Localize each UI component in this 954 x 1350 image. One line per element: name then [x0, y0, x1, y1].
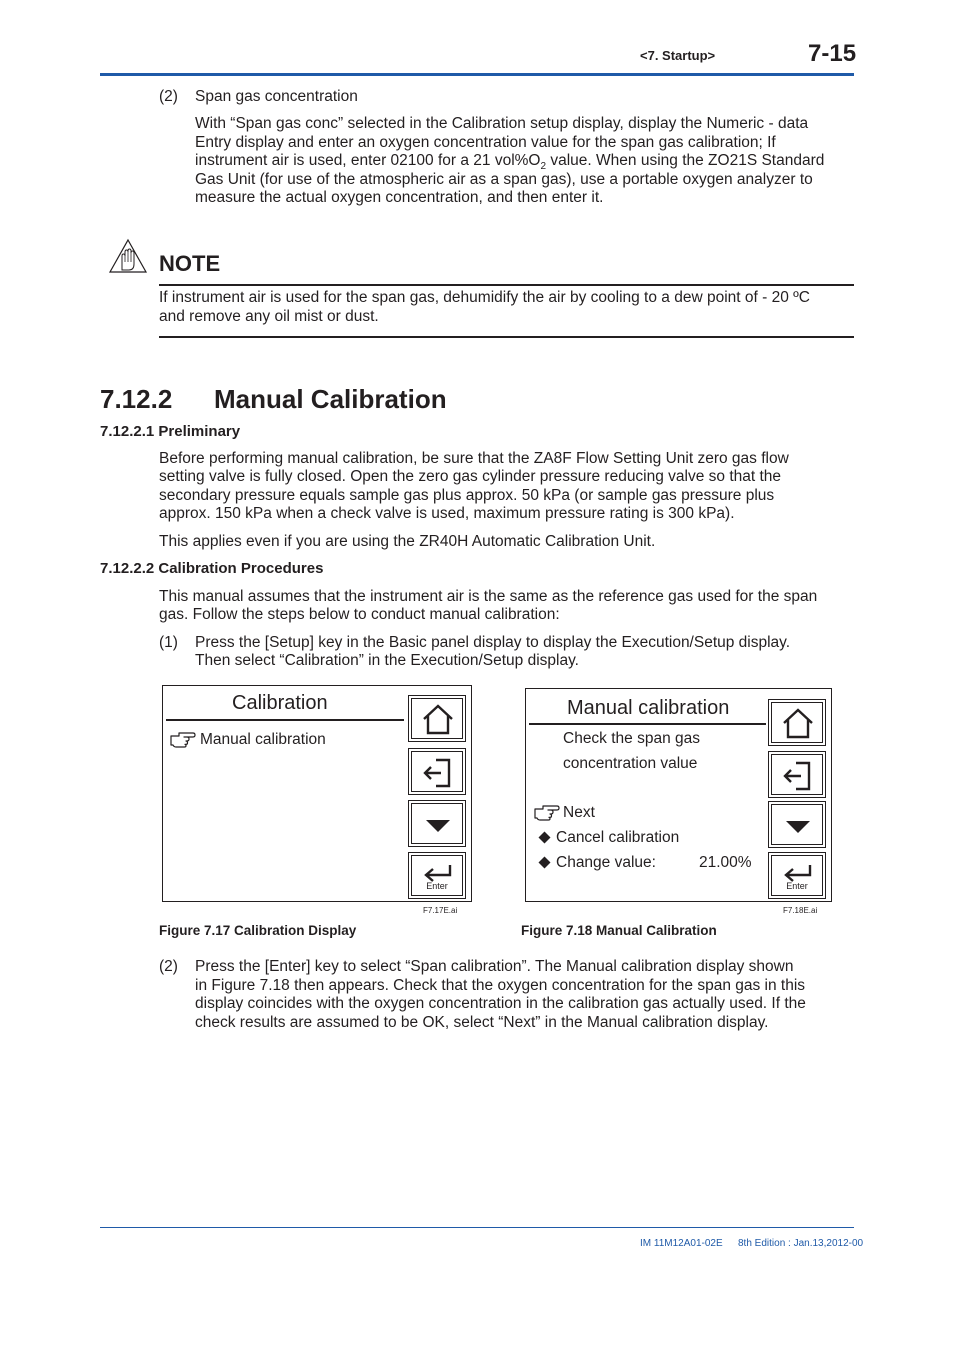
figure18-caption: Figure 7.18 Manual Calibration	[521, 923, 717, 938]
step1-line2: Then select “Calibration” in the Execution/Setup display.	[195, 652, 579, 669]
procedures-heading: 7.12.2.2 Calibration Procedures	[100, 560, 324, 577]
procedures-intro1: This manual assumes that the instrument air is the same as the reference gas used for the span	[159, 588, 818, 605]
check-message-line2: concentration value	[563, 755, 698, 772]
down-triangle-icon	[409, 801, 467, 848]
step2-line3: display coincides with the oxygen concentration in the calibration gas actually used. If the	[195, 995, 806, 1012]
span-gas-value: 21.00%	[699, 854, 752, 871]
preliminary-line3: secondary pressure equals sample gas plus approx. 50 kPa (or sample gas pressure plus	[159, 487, 775, 504]
span-gas-number: (2)	[159, 88, 178, 105]
figure18-file-label: F7.18E.ai	[783, 906, 818, 915]
down-triangle-icon	[769, 802, 827, 849]
note-bottom-rule	[159, 336, 854, 338]
step1-number: (1)	[159, 634, 178, 651]
note-title: NOTE	[159, 251, 221, 276]
page-number: 7-15	[808, 40, 857, 67]
footer-rule	[100, 1227, 854, 1228]
step1-line1: Press the [Setup] key in the Basic panel display to display the Execution/Setup display.	[195, 634, 791, 651]
preliminary-line5: This applies even if you are using the ZR40H Automatic Calibration Unit.	[159, 533, 656, 550]
home-key[interactable]	[408, 695, 466, 742]
section-number: 7.12.2	[100, 384, 173, 414]
span-gas-line4: Gas Unit (for use of the atmospheric air as a span gas), use a portable oxygen analyzer to	[195, 171, 813, 188]
footer-doc-id: IM 11M12A01-02E	[640, 1238, 723, 1249]
diamond-bullet-icon	[538, 831, 551, 844]
home-icon	[409, 696, 467, 743]
preliminary-line4: approx. 150 kPa when a check valve is used, maximum pressure rating is 300 kPa).	[159, 505, 735, 522]
menu-item-next[interactable]: Next	[563, 804, 595, 821]
preliminary-line1: Before performing manual calibration, be sure that the ZA8F Flow Setting Unit zero gas flow	[159, 450, 789, 467]
note-line1: If instrument air is used for the span gas, dehumidify the air by cooling to a dew point of - 20 ºC	[159, 289, 810, 306]
enter-key-label: Enter	[786, 881, 808, 891]
span-gas-line2: Entry display and enter an oxygen concentration value for the span gas calibration; If	[195, 134, 776, 151]
pointing-hand-icon	[169, 728, 196, 748]
enter-key-label: Enter	[426, 881, 448, 891]
preliminary-heading: 7.12.2.1 Preliminary	[100, 423, 241, 440]
menu-item-manual-calibration[interactable]: Manual calibration	[200, 731, 326, 748]
note-line2: and remove any oil mist or dust.	[159, 308, 379, 325]
preliminary-line2: setting valve is fully closed. Open the zero gas cylinder pressure reducing valve so that the	[159, 468, 782, 485]
step2-number: (2)	[159, 958, 178, 975]
back-key[interactable]	[768, 751, 826, 798]
enter-return-icon	[409, 853, 467, 900]
span-gas-line5: measure the actual oxygen concentration, and then enter it.	[195, 189, 604, 206]
enter-key[interactable]	[768, 852, 826, 899]
header-section-label: <7. Startup>	[640, 48, 716, 63]
menu-item-change-value[interactable]: Change value:	[556, 854, 656, 871]
menu-item-cancel-calibration[interactable]: Cancel calibration	[556, 829, 680, 846]
pointing-hand-icon	[533, 801, 560, 821]
span-gas-line1: With “Span gas conc” selected in the Calibration setup display, display the Numeric - data	[195, 115, 809, 132]
o2-subscript: 2	[540, 161, 547, 173]
figure17-file-label: F7.17E.ai	[423, 906, 458, 915]
calibration-screen-title: Calibration	[232, 692, 328, 714]
diamond-bullet-icon	[538, 856, 551, 869]
home-icon	[769, 700, 827, 747]
section-title: Manual Calibration	[214, 384, 447, 414]
procedures-intro2: gas. Follow the steps below to conduct manual calibration:	[159, 606, 560, 623]
manual-calibration-panel	[525, 688, 832, 902]
back-key[interactable]	[408, 748, 466, 795]
enter-key[interactable]	[408, 852, 466, 899]
down-key[interactable]	[768, 801, 826, 848]
step2-line4: check results are assumed to be OK, select “Next” in the Manual calibration display.	[195, 1014, 769, 1031]
check-message-line1: Check the span gas	[563, 730, 701, 747]
note-top-rule	[159, 284, 854, 286]
span-gas-line3-text: instrument air is used, enter 02100 for a 21 vol%O	[195, 152, 541, 169]
screen-title-rule	[166, 719, 404, 721]
exit-arrow-icon	[769, 752, 827, 799]
figure17-caption: Figure 7.17 Calibration Display	[159, 923, 357, 938]
step2-line2: in Figure 7.18 then appears. Check that the oxygen concentration for the span gas in this	[195, 977, 806, 994]
calibration-display-panel	[162, 685, 472, 902]
down-key[interactable]	[408, 800, 466, 847]
caution-hand-icon	[108, 238, 148, 274]
footer-edition: 8th Edition : Jan.13,2012-00	[738, 1238, 864, 1249]
section-heading	[100, 384, 447, 415]
header-rule	[100, 73, 854, 76]
exit-arrow-icon	[409, 749, 467, 796]
span-gas-line3-rest: value. When using the ZO21S Standard	[546, 152, 825, 169]
step2-line1: Press the [Enter] key to select “Span calibration”. The Manual calibration display shown	[195, 958, 794, 975]
manual-calibration-screen-title: Manual calibration	[567, 697, 730, 719]
screen-title-rule	[529, 723, 766, 725]
span-gas-title: Span gas concentration	[195, 88, 358, 105]
enter-return-icon	[769, 853, 827, 900]
home-key[interactable]	[768, 699, 826, 746]
